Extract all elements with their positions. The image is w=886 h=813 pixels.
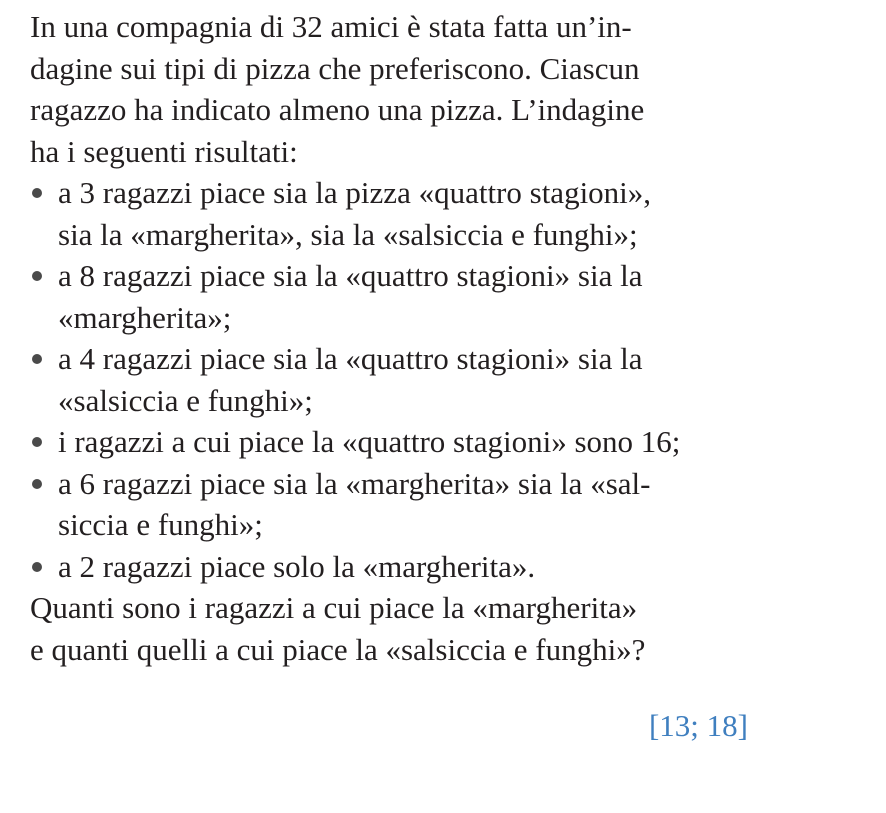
intro-line: dagine sui tipi di pizza che preferiscono. Ciascun bbox=[30, 50, 640, 86]
list-item-line: sia la «margherita», sia la «salsiccia e funghi»; bbox=[58, 216, 638, 252]
intro-line: In una compagnia di 32 amici è stata fatta un’in- bbox=[30, 9, 632, 44]
list-item bbox=[30, 463, 766, 546]
bullet-icon bbox=[32, 437, 42, 447]
question-paragraph bbox=[30, 587, 766, 670]
bullet-icon bbox=[32, 271, 42, 281]
intro-line: ha i seguenti risultati: bbox=[30, 133, 298, 169]
list-item-line: a 3 ragazzi piace sia la pizza «quattro stagioni», bbox=[58, 175, 652, 210]
list-item bbox=[30, 338, 766, 421]
bullet-list bbox=[30, 172, 766, 587]
list-item-line: «margherita»; bbox=[58, 299, 232, 335]
intro-line: ragazzo ha indicato almeno una pizza. L’indagine bbox=[30, 92, 645, 127]
list-item-line: a 4 ragazzi piace sia la «quattro stagioni» sia la bbox=[58, 341, 643, 376]
bullet-icon bbox=[32, 354, 42, 364]
bullet-icon bbox=[32, 562, 42, 572]
bullet-icon bbox=[32, 479, 42, 489]
intro-paragraph bbox=[30, 6, 766, 172]
answer-label: [13; 18] bbox=[648, 708, 748, 743]
list-item-line: siccia e funghi»; bbox=[58, 507, 263, 542]
list-item-line: a 6 ragazzi piace sia la «margherita» sia la «sal- bbox=[58, 465, 651, 501]
list-item bbox=[30, 546, 766, 588]
list-item-line: a 2 ragazzi piace solo la «margherita». bbox=[58, 548, 536, 584]
question-line: Quanti sono i ragazzi a cui piace la «margherita» bbox=[30, 590, 638, 625]
list-item bbox=[30, 255, 766, 338]
list-item-line: «salsiccia e funghi»; bbox=[58, 382, 313, 418]
list-item-line: i ragazzi a cui piace la «quattro stagioni» sono 16; bbox=[58, 424, 681, 459]
list-item bbox=[30, 421, 766, 463]
list-item bbox=[30, 172, 766, 255]
bullet-icon bbox=[32, 188, 42, 198]
question-line: e quanti quelli a cui piace la «salsiccia e funghi»? bbox=[30, 631, 646, 667]
list-item-line: a 8 ragazzi piace sia la «quattro stagioni» sia la bbox=[58, 258, 643, 293]
exercise-text bbox=[30, 6, 766, 670]
